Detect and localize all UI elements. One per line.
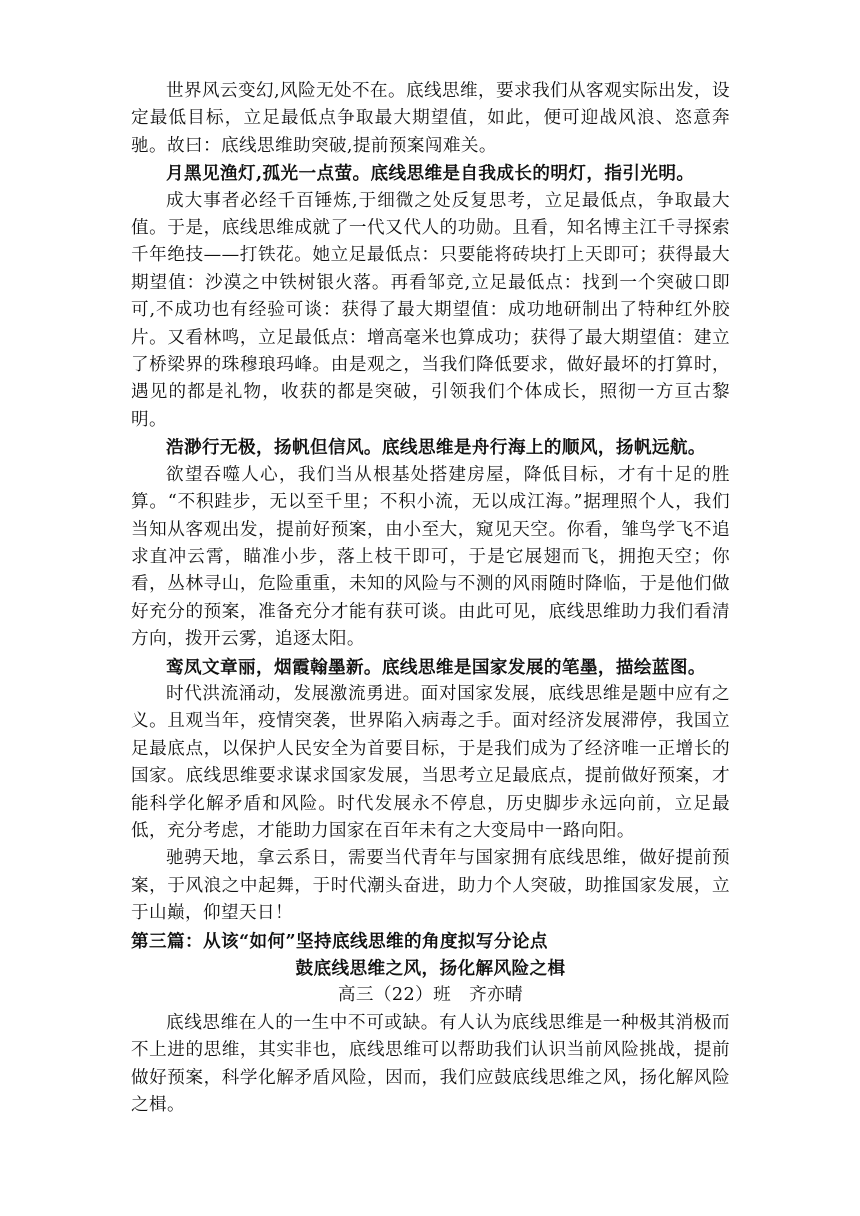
sub-point-heading: 浩渺行无极，扬帆但信风。底线思维是舟行海上的顺风，扬帆远航。 xyxy=(166,437,706,459)
sub-point-heading: 月黑见渔灯,孤光一点萤。底线思维是自我成长的明灯，指引光明。 xyxy=(166,163,695,185)
essay-title: 鼓底线思维之风，扬化解风险之楫 xyxy=(295,958,566,979)
body-paragraph: 成大事者必经千百锤炼,于细微之处反复思考，立足最低点，争取最大值。于是，底线思维成就了一代又代人的功勋。且看，知名博主江千寻探索千年绝技——打铁花。她立足最低点：只要能将砖块打上天即可；获得最大期望值：沙漠之中铁树银火落。再看邹竞,立足最低点：找到一个突破口即可,不成功也有经验可谈：获得了最大期望值：成功地研制出了特种红外胶片。又看林鸣，立足最低点：增高毫米也算成功；获得了最大期望值：建立了桥梁界的珠穆琅玛峰。由是观之，当我们降低要求，做好最坏的打算时，遇见的都是礼物，收获的都是突破，引领我们个体成长，照彻一方亘古黎明。 xyxy=(131,190,730,430)
body-paragraph: 欲望吞噬人心，我们当从根基处搭建房屋，降低目标，才有十足的胜算。“不积跬步，无以至千里；不积小流，无以成江海。”据理照个人，我们当知从客观出发，提前好预案，由小至大，窥见天空。你看，雏鸟学飞不追求直冲云霄，瞄准小步，落上枝干即可，于是它展翅而飞，拥抱天空；你看，丛林寻山，危险重重，未知的风险与不测的风雨随时降临，于是他们做好充分的预案，准备充分才能有获可谈。由此可见，底线思维助力我们看清方向，拨开云雾，追逐太阳。 xyxy=(131,464,730,650)
section-heading: 第三篇：从该“如何”坚持底线思维的角度拟写分论点 xyxy=(131,930,548,952)
body-paragraph: 世界风云变幻,风险无处不在。底线思维，要求我们从客观实际出发，设定最低目标，立足最低点争取最大期望值，如此，便可迎战风浪、恣意奔驰。故曰：底线思维助突破,提前预案闯难关。 xyxy=(131,81,730,156)
body-paragraph: 时代洪流涌动，发展激流勇进。面对国家发展，底线思维是题中应有之义。且观当年，疫情突袭，世界陷入病毒之手。面对经济发展滞停，我国立足最底点，以保护人民安全为首要目标，于是我们成为了经济唯一正增长的国家。底线思维要求谋求国家发展，当思考立足最底点，提前做好预案，才能科学化解矛盾和风险。时代发展永不停息，历史脚步永远向前，立足最低，充分考虑，才能助力国家在百年未有之大变局中一路向阳。 xyxy=(131,683,730,841)
author-line: 高三（22）班 齐亦晴 xyxy=(337,985,524,1006)
body-paragraph: 底线思维在人的一生中不可或缺。有人认为底线思维是一种极其消极而不上进的思维，其实非也，底线思维可以帮助我们认识当前风险挑战，提前做好预案，科学化解矛盾风险，因而，我们应鼓底线思维之风，扬化解风险之楫。 xyxy=(131,1012,730,1116)
body-paragraph: 驰骋天地，拿云系日，需要当代青年与国家拥有底线思维，做好提前预案，于风浪之中起舞，于时代潮头奋进，助力个人突破，助推国家发展，立于山巅，仰望天日！ xyxy=(131,848,730,924)
sub-point-heading: 鸾凤文章丽，烟霞翰墨新。底线思维是国家发展的笔墨，描绘蓝图。 xyxy=(166,656,706,678)
